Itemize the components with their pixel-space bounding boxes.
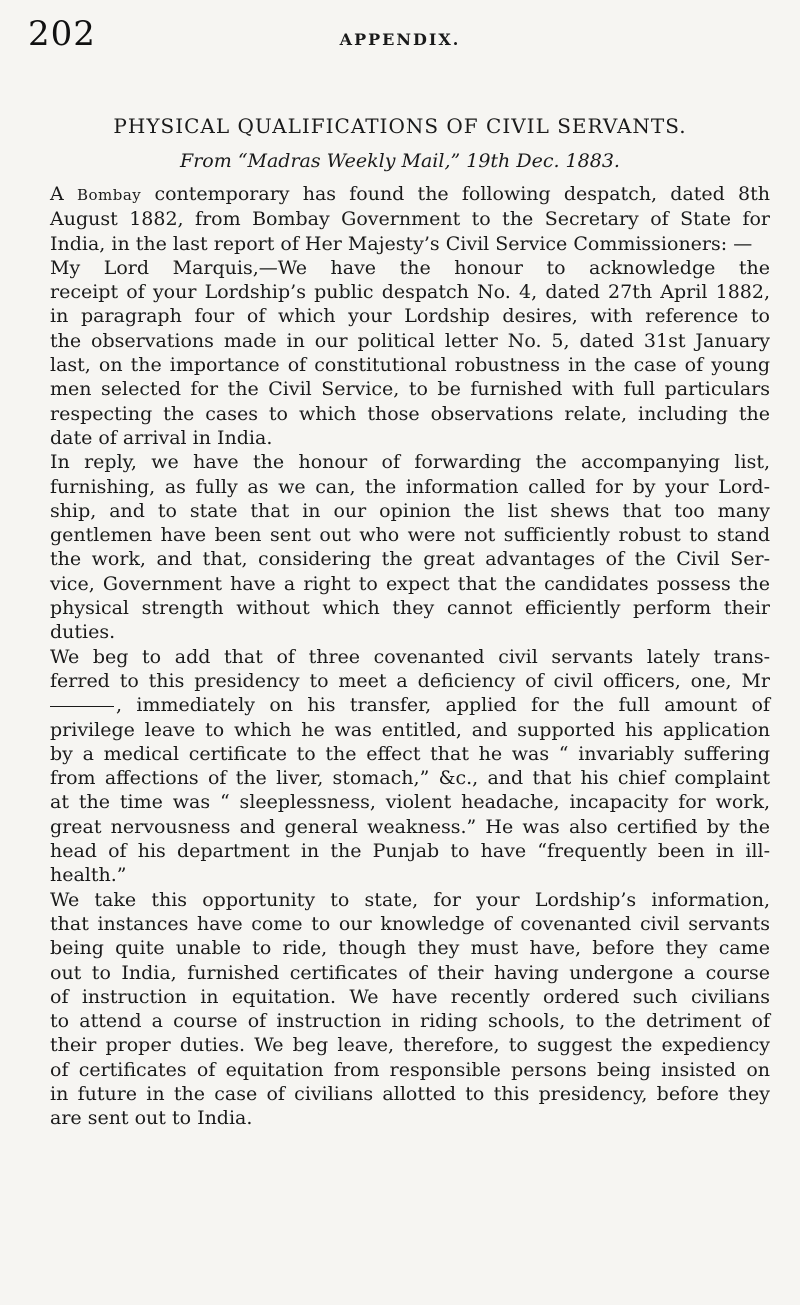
text-line: that instances have come to our knowledge of covenanted civil servants bbox=[50, 912, 770, 935]
text-line: the work, and that, considering the great advantages of the Civil Ser- bbox=[50, 548, 770, 571]
salutation-my: My bbox=[50, 256, 81, 279]
text-line: furnishing, as fully as we can, the information called for by your Lord- bbox=[50, 475, 770, 498]
redaction-dash bbox=[50, 706, 114, 707]
text-line bbox=[50, 693, 770, 717]
text-line: are sent out to India. bbox=[50, 1107, 253, 1130]
text-line: great nervousness and general weakness.” He was also certified by the bbox=[50, 815, 770, 838]
source-line bbox=[0, 150, 800, 172]
source-date-rest: Dec. 1883. bbox=[516, 150, 620, 172]
text-line: of instruction in equitation. We have recently ordered such civilians bbox=[50, 985, 770, 1008]
body-text bbox=[50, 182, 770, 1131]
text-line: the observations made in our political letter No. 5, dated 31st January bbox=[50, 329, 770, 352]
text-line: We beg to add that of three covenanted civil servants lately trans- bbox=[50, 645, 770, 668]
text-line: ferred to this presidency to meet a deficiency of civil officers, one, Mr bbox=[50, 669, 770, 692]
text-line: privilege leave to which he was entitled, and supported his application bbox=[50, 718, 770, 741]
text-line: vice, Government have a right to expect that the candidates possess the bbox=[50, 572, 770, 595]
text-line: health.” bbox=[50, 864, 127, 887]
text-line: August 1882, from Bombay Government to the Secretary of State for bbox=[50, 208, 770, 231]
text-line: physical strength without which they cannot efficiently perform their bbox=[50, 597, 770, 620]
text-line: in future in the case of civilians allotted to this presidency, before they bbox=[50, 1082, 770, 1105]
page-number: 202 bbox=[28, 14, 96, 54]
text-line: in paragraph four of which your Lordship desires, with reference to bbox=[50, 305, 770, 328]
text-line: date of arrival in India. bbox=[50, 426, 273, 449]
text-line: by a medical certificate to the effect that he was “ invariably suffering bbox=[50, 742, 770, 765]
text-line: men selected for the Civil Service, to be furnished with full particulars bbox=[50, 378, 770, 401]
running-head: APPENDIX. bbox=[339, 30, 461, 49]
text-line: from affections of the liver, stomach,” &c., and that his chief complaint bbox=[50, 767, 770, 790]
source-date-num: 19th bbox=[466, 150, 511, 172]
text-line bbox=[50, 256, 770, 280]
text-line: In reply, we have the honour of forwarding the accompanying list, bbox=[50, 451, 770, 474]
text-line: duties. bbox=[50, 621, 116, 644]
text-line bbox=[50, 182, 770, 207]
text-line: receipt of your Lordship’s public despatch No. 4, dated 27th April 1882, bbox=[50, 281, 770, 304]
text-line: ship, and to state that in our opinion the list shews that too many bbox=[50, 499, 770, 522]
line-rest: , immediately on his transfer, applied for the full amount of bbox=[116, 694, 770, 717]
salutation-lord: Lord bbox=[103, 256, 150, 279]
smallcaps-word: Bombay bbox=[76, 186, 142, 204]
text-line: last, on the importance of constitutional robustness in the case of young bbox=[50, 354, 770, 377]
text-line: head of his department in the Punjab to have “frequently been in ill- bbox=[50, 840, 770, 863]
line-rest: —We have the honour to acknowledge the bbox=[258, 256, 771, 279]
source-publication: “Madras Weekly Mail,” bbox=[237, 150, 461, 172]
text-line: being quite unable to ride, though they must have, before they came bbox=[50, 937, 770, 960]
text-line: their proper duties. We beg leave, therefore, to suggest the expediency bbox=[50, 1034, 770, 1057]
text-line: out to India, furnished certificates of their having undergone a course bbox=[50, 961, 770, 984]
text-line: gentlemen have been sent out who were not sufficiently robust to stand bbox=[50, 524, 770, 547]
text-line: respecting the cases to which those observations relate, including the bbox=[50, 402, 770, 425]
text-line: at the time was “ sleeplessness, violent headache, incapacity for work, bbox=[50, 791, 770, 814]
line-rest: contemporary has found the following despatch, dated 8th bbox=[154, 183, 770, 205]
text-line: We take this opportunity to state, for your Lordship’s information, bbox=[50, 888, 770, 911]
section-title: PHYSICAL QUALIFICATIONS OF CIVIL SERVANTS. bbox=[113, 114, 687, 138]
text-line: India, in the last report of Her Majesty’s Civil Service Commissioners: — bbox=[50, 232, 753, 255]
salutation-marquis: Marquis, bbox=[172, 256, 259, 279]
text-line: to attend a course of instruction in riding schools, to the detriment of bbox=[50, 1010, 770, 1033]
source-from: From bbox=[180, 150, 232, 172]
text-line: of certificates of equitation from responsible persons being insisted on bbox=[50, 1058, 770, 1081]
dropcap-letter: A bbox=[50, 183, 64, 205]
